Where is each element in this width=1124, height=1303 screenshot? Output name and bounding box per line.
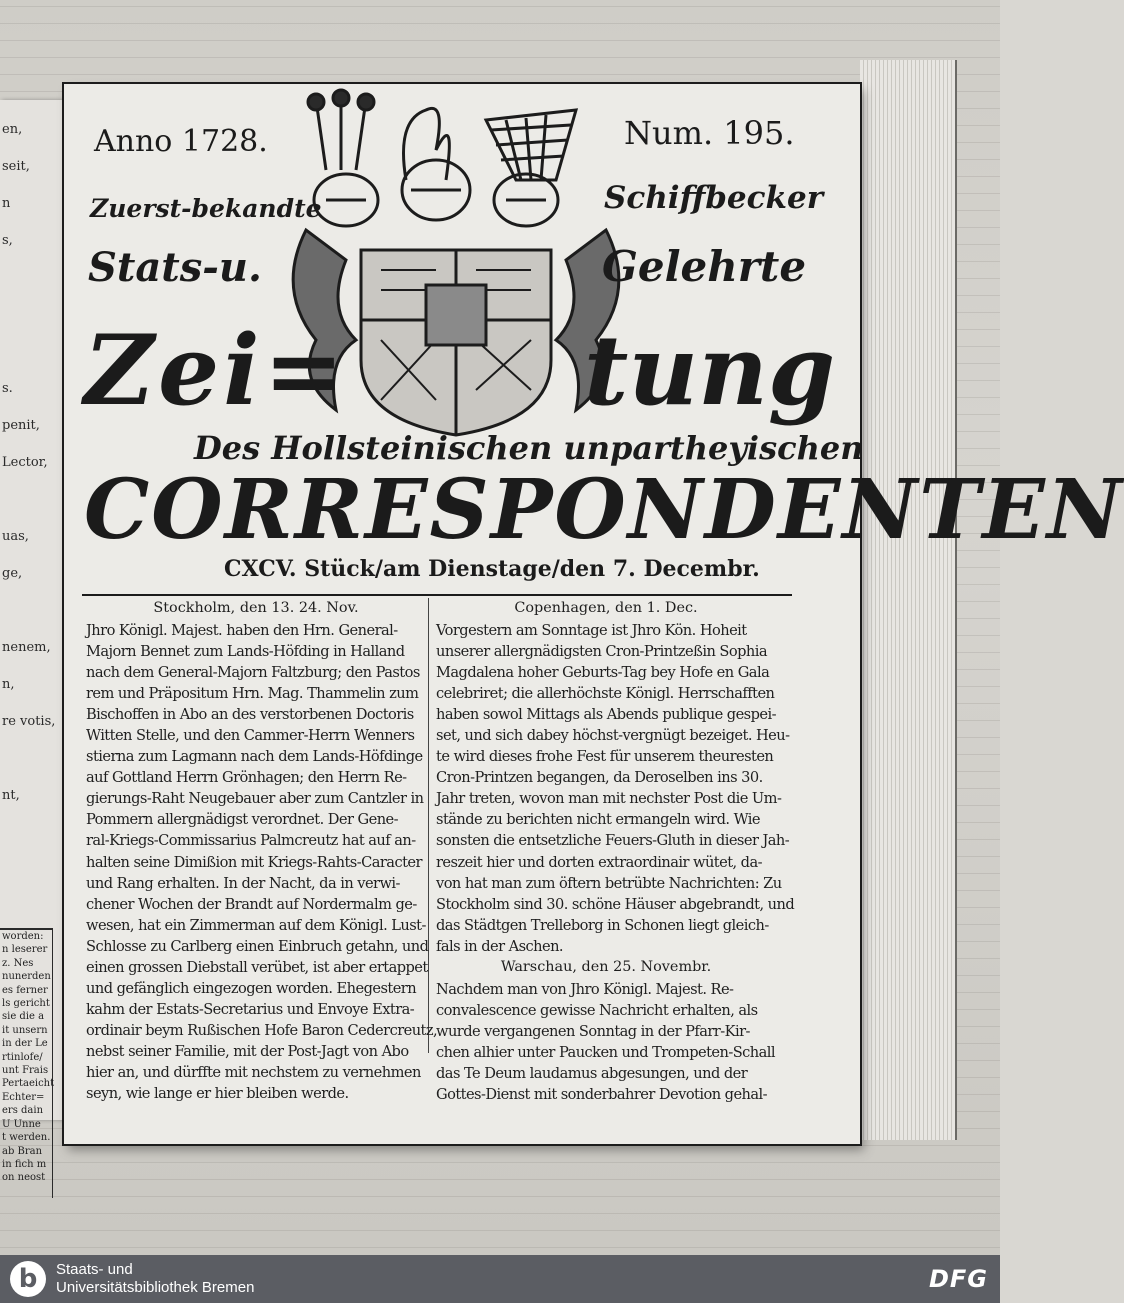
text-line: chen alhier unter Paucken und Trompeten-Schall	[436, 1043, 776, 1061]
text-line: unserer allergnädigsten Cron-Printzeßin Sophia	[436, 643, 767, 661]
adjacent-page-small-line: z. Nes	[2, 957, 34, 969]
masthead-schiffbecker: Schiffbecker	[604, 180, 824, 216]
background-grain	[0, 40, 1000, 41]
text-line: wesen, hat ein Zimmerman auf dem Königl. Lust-	[86, 916, 426, 934]
footer-bar	[0, 1255, 1000, 1303]
background-grain	[0, 1145, 1000, 1146]
text-line: haben sowol Mittags als Abends publique gespei-	[436, 706, 776, 724]
dfg-logo[interactable]: DFG	[928, 1265, 988, 1293]
adjacent-page-small-line: ab Bran	[2, 1145, 43, 1157]
adjacent-page-small-line: on neost	[2, 1172, 46, 1184]
text-line: set, und sich dabey höchst-vergnügt bezeiget. Heu-	[436, 727, 790, 745]
adjacent-page-fragment: nenem,	[2, 640, 51, 655]
header-rule	[82, 594, 792, 596]
adjacent-left-small-column	[0, 928, 53, 1198]
adjacent-page-small-line: unt Frais	[2, 1065, 49, 1077]
adjacent-page-fragment: s,	[2, 233, 13, 248]
masthead-stats: Stats-u.	[88, 244, 262, 291]
adjacent-page-fragment: n	[2, 196, 11, 211]
text-line: das Städtgen Trelleborg in Schonen liegt gleich-	[436, 916, 769, 934]
adjacent-page-small-line: Pertaeicht	[2, 1078, 55, 1090]
article-column-left	[86, 598, 438, 1104]
text-line: einen grossen Diebstall verübet, ist aber ertappet	[86, 958, 428, 976]
text-line: rem und Präpositum Hrn. Mag. Thammelin zum	[86, 685, 419, 703]
text-line: stände zu berichten nicht ermangeln wird. Wie	[436, 811, 760, 829]
adjacent-page-small-line: ls gericht	[2, 998, 50, 1010]
text-line: kahm der Estats-Secretarius und Envoye Extra-	[86, 1000, 415, 1018]
masthead-issue-number: Num. 195.	[624, 114, 795, 152]
text-line: Pommern allergnädigst verordnet. Der Gene-	[86, 811, 399, 829]
text-line: Bischoffen in Abo an des verstorbenen Doctoris	[86, 706, 414, 724]
adjacent-page-fragment: s.	[2, 381, 13, 396]
article-column-right	[436, 598, 795, 1105]
masthead-zuerst: Zuerst-bekandte	[90, 194, 322, 223]
adjacent-page-fragment: Lector,	[2, 455, 48, 470]
masthead-tung: tung	[584, 314, 836, 427]
adjacent-page-small-line: es ferner	[2, 984, 48, 996]
adjacent-page-small-line: sie die a	[2, 1011, 45, 1023]
adjacent-page-fragment: en,	[2, 122, 23, 137]
text-line: fals in der Aschen.	[436, 937, 564, 955]
background-grain	[0, 57, 1000, 58]
text-line: reszeit hier und dorten extraordinair wütet, da-	[436, 853, 763, 871]
background-grain	[0, 74, 1000, 75]
text-line: Vorgestern am Sonntage ist Jhro Kön. Hoheit	[436, 622, 747, 639]
text-line: convalescence gewisse Nachricht erhalten, als	[436, 1001, 758, 1019]
text-line: Nachdem man von Jhro Königl. Majest. Re-	[436, 980, 734, 998]
adjacent-left-page	[0, 100, 64, 1184]
adjacent-page-small-line: t werden.	[2, 1132, 51, 1144]
text-line: nebst seiner Familie, mit der Post-Jagt von Abo	[86, 1042, 409, 1060]
text-line: Majorn Bennet zum Lands-Höfding in Halland	[86, 643, 405, 661]
masthead-zei: Zei=	[84, 314, 349, 427]
adjacent-page-fragment: penit,	[2, 418, 40, 433]
text-line: und gefänglich eingezogen worden. Ehegestern	[86, 979, 417, 997]
background-grain	[0, 23, 1000, 24]
adjacent-page-small-line: n leserer	[2, 944, 48, 956]
text-line: von hat man zum öftern betrübte Nachrichten: Zu	[436, 874, 782, 892]
text-line: nach dem General-Majorn Faltzburg; den Pastos	[86, 664, 420, 682]
text-line: auf Gottland Herrn Grönhagen; den Herrn Re-	[86, 769, 407, 787]
text-line: Jahr treten, wovon man mit nechster Post die Um-	[436, 790, 782, 808]
text-line: halten seine Dimißion mit Kriegs-Rahts-Caracter	[86, 853, 422, 871]
text-line: ordinair beym Rußischen Hofe Baron Cedercreutz,	[86, 1021, 438, 1039]
adjacent-page-small-line: Echter=	[2, 1091, 45, 1103]
library-logo-icon[interactable]: b	[10, 1261, 46, 1297]
adjacent-page-small-line: ers dain	[2, 1105, 44, 1117]
adjacent-page-fragment: ge,	[2, 566, 23, 581]
background-grain	[0, 6, 1000, 7]
adjacent-page-small-line: in der Le	[2, 1038, 48, 1050]
adjacent-page-small-line: U Unne	[2, 1118, 41, 1130]
text-line: Magdalena hoher Geburts-Tag bey Hofe en Gala	[436, 664, 770, 682]
adjacent-page-small-line: it unsern	[2, 1024, 48, 1036]
text-line: celebriret; die allerhöchste Königl. Herrschafften	[436, 685, 775, 703]
text-line: Gottes-Dienst mit sonderbahrer Devotion gehal-	[436, 1085, 768, 1103]
library-name	[56, 1261, 254, 1297]
adjacent-page-fragment: seit,	[2, 159, 30, 174]
adjacent-page-small-line: rtinlofe/	[2, 1051, 43, 1063]
text-line: und Rang erhalten. In der Nacht, da in verwi-	[86, 874, 400, 892]
background-grain	[0, 1196, 1000, 1197]
adjacent-page-fragment: n,	[2, 677, 15, 692]
library-name-line2: Universitätsbibliothek Bremen	[56, 1279, 255, 1296]
background-grain	[0, 1162, 1000, 1163]
dateline-stockholm: Stockholm, den 13. 24. Nov.	[153, 600, 359, 616]
text-line: seyn, wie lange er hier bleiben werde.	[86, 1085, 349, 1103]
text-line: gierungs-Raht Neugebauer aber zum Cantzler in	[86, 790, 424, 808]
background-grain	[0, 1179, 1000, 1180]
column-separator	[428, 598, 429, 1053]
text-line: chener Wochen der Brandt auf Nordermalm ge-	[86, 895, 417, 913]
adjacent-page-fragment: uas,	[2, 529, 29, 544]
book-page-edges	[860, 60, 957, 1140]
background-grain	[0, 1213, 1000, 1214]
dateline-warschau: Warschau, den 25. Novembr.	[500, 958, 712, 975]
adjacent-page-fragment: re votis,	[2, 714, 56, 729]
text-line: Cron-Printzen begangen, da Deroselben ins 30.	[436, 769, 763, 787]
text-line: Stockholm sind 30. schöne Häuser abgebrandt, und	[436, 895, 795, 913]
background-grain	[0, 1230, 1000, 1231]
masthead-year: Anno 1728.	[94, 124, 268, 159]
text-line: wurde vergangenen Sonntag in der Pfarr-Kir-	[436, 1022, 750, 1040]
library-name-line1: Staats- und	[56, 1261, 133, 1278]
text-line: sonsten die entsetzliche Feuers-Gluth in dieser Jah-	[436, 832, 790, 850]
adjacent-page-small-line: nunerden	[2, 971, 51, 983]
adjacent-page-small-line: in fich m	[2, 1158, 47, 1170]
text-line: Jhro Königl. Majest. haben den Hrn. General-	[86, 622, 398, 639]
dateline-copenhagen: Copenhagen, den 1. Dec.	[514, 600, 698, 616]
text-line: das Te Deum laudamus abgesungen, und der	[436, 1064, 748, 1082]
issue-date-line: CXCV. Stück/am Dienstage/den 7. Decembr.	[224, 556, 760, 582]
text-line: Schlosse zu Carlberg einen Einbruch getahn, und	[86, 937, 429, 955]
masthead-gelehrte: Gelehrte	[602, 242, 807, 291]
text-line: ral-Kriegs-Commissarius Palmcreutz hat auf an-	[86, 832, 416, 850]
newspaper-page	[64, 84, 1124, 1144]
text-line: Witten Stelle, und den Cammer-Herrn Wenners	[86, 727, 415, 745]
text-line: hier an, und dürffte mit nechstem zu vernehmen	[86, 1063, 421, 1081]
background-grain	[0, 1247, 1000, 1248]
masthead-subtitle: Des Hollsteinischen unpartheyischen	[194, 429, 864, 467]
text-line: stierna zum Lagmann nach dem Lands-Höfdinge	[86, 748, 423, 766]
adjacent-page-fragment: nt,	[2, 788, 20, 803]
adjacent-page-small-line: worden:	[2, 931, 44, 942]
masthead-correspondenten: CORRESPONDENTEN	[84, 462, 1124, 558]
text-line: te wird dieses frohe Fest für unserem theuresten	[436, 748, 774, 766]
